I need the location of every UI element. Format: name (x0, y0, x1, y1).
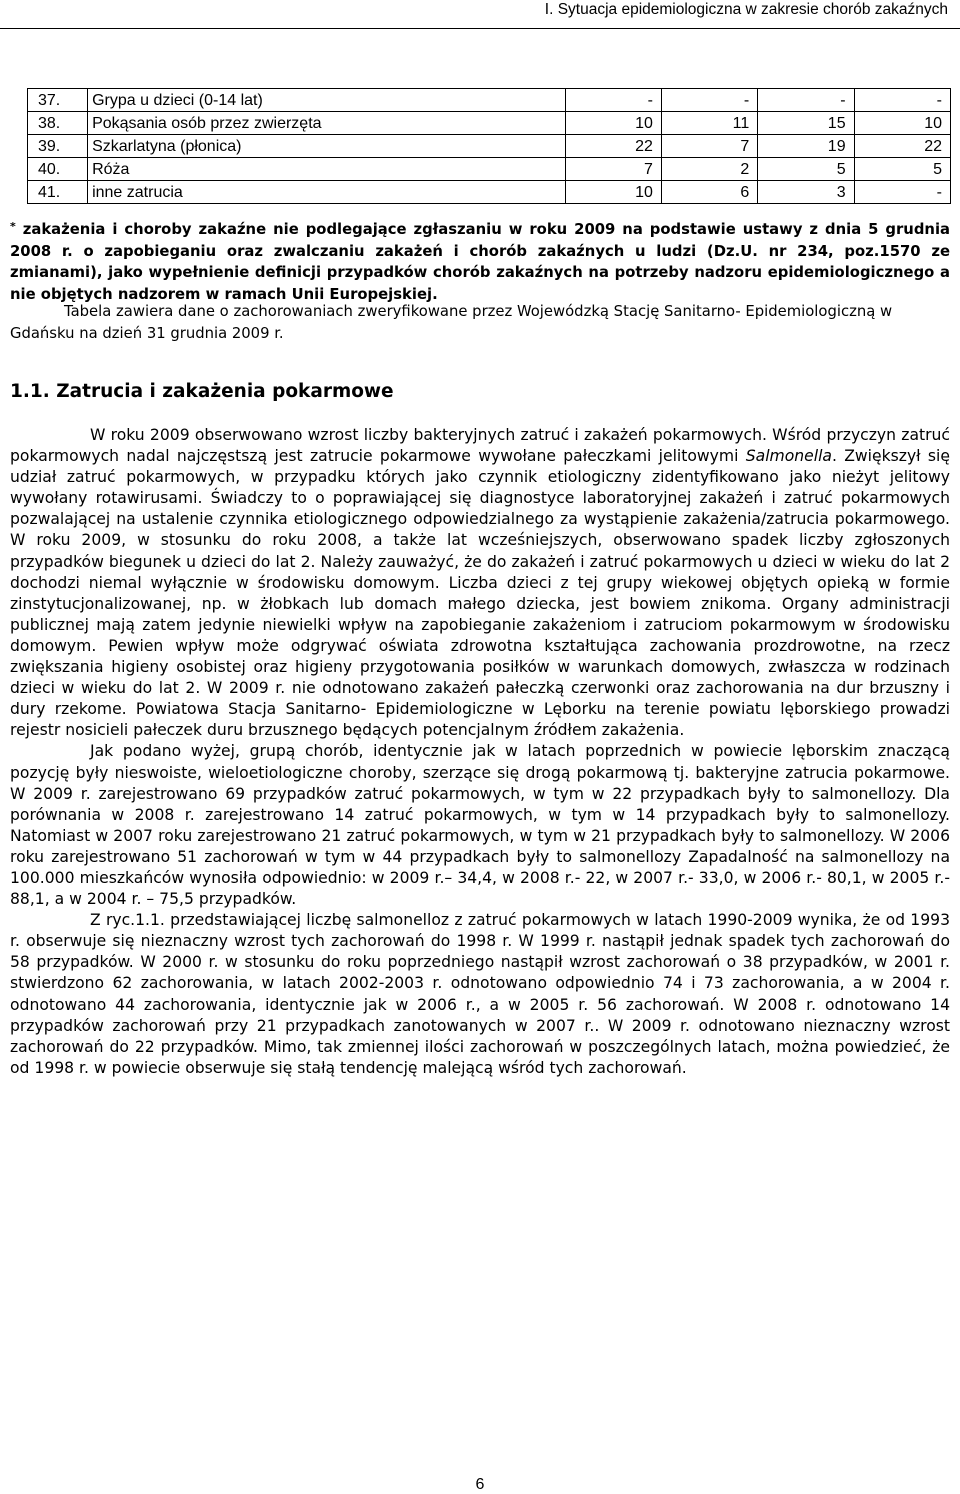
running-header (0, 0, 948, 31)
table-footnote (10, 216, 950, 305)
section-heading: 1.1. Zatrucia i zakażenia pokarmowe (10, 381, 394, 402)
paragraph-3: Z ryc.1.1. przedstawiającej liczbę salmonelloz z zatruć pokarmowych w latach 1990-2009 wynika, że od 1993 r. obserwuje się nieznaczny wzrost tych zachorowań do 1998 r. W 1999 r. nastąpił jednak spadek tych zachorowań do 58 przypadków. W 2000 r. w stosunku do roku poprzedniego nastąpił wzrost zachorowań o 38 przypadków, w 2001 r. stwierdzono 62 zachorowania, w latach 2002-2003 r. odnotowano odpowiednio 74 i 73 zachorowania, a w 2004 r. odnotowano 44 zachorowania, identycznie jak w 2006 r., a w 2005 r. 56 zachorowań. W 2008 r. odnotowano 14 przypadków zachorowań przy 21 przypadkach zanotowanych w 2007 r.. W 2009 r. odnotowano nieznaczny wzrost zachorowań do 22 przypadków. Mimo, tak zmiennej ilości zachorowań w poszczególnych latach, można powiedzieć, że od 1998 r. w powiecie obserwuje się stałą tendencję malejącą wśród tych zachorowań. (10, 911, 950, 1077)
row-disease-name: Pokąsania osób przez zwierzęta (88, 112, 565, 135)
table-row (28, 112, 951, 135)
row-value: - (854, 181, 950, 204)
page-number: 6 (475, 1476, 485, 1493)
row-value: - (661, 89, 757, 112)
row-value: 22 (565, 135, 661, 158)
row-number: 37. (28, 89, 88, 112)
table-source-note: Tabela zawiera dane o zachorowaniach zweryfikowane przez Wojewódzką Stację Sanitarno- Epidemiologiczną w Gdańsku na dzień 31 grudnia 2009 r. (10, 303, 893, 342)
row-value: - (565, 89, 661, 112)
paragraph-1-italic: Salmonella (745, 447, 832, 466)
row-number: 39. (28, 135, 88, 158)
row-value: 10 (565, 181, 661, 204)
row-value: - (854, 89, 950, 112)
row-number: 40. (28, 158, 88, 181)
header-title: I. Sytuacja epidemiologiczna w zakresie chorób zakaźnych (544, 1, 948, 18)
row-value: - (758, 89, 854, 112)
row-disease-name: Róża (88, 158, 565, 181)
paragraph-1 (10, 425, 950, 741)
row-disease-name: inne zatrucia (88, 181, 565, 204)
row-value: 22 (854, 135, 950, 158)
row-value: 10 (565, 112, 661, 135)
table-row (28, 89, 951, 112)
row-value: 3 (758, 181, 854, 204)
footnote-text: zakażenia i choroby zakaźne nie podlegające zgłaszaniu w roku 2009 na podstawie ustawy z dnia 5 grudnia 2008 r. o zapobieganiu oraz zwalczaniu zakażeń i chorób zakaźnych u ludzi (Dz.U. nr 234, poz.1570 ze zmianami), jako wypełnienie definicji przypadków chorób zakaźnych na potrzeby nadzoru epidemiologicznego a nie objętych nadzorem w ramach Unii Europejskiej. (10, 221, 951, 303)
row-disease-name: Szkarlatyna (płonica) (88, 135, 565, 158)
table-row (28, 135, 951, 158)
row-value: 7 (565, 158, 661, 181)
row-value: 6 (661, 181, 757, 204)
footnote-mark: * (10, 220, 16, 233)
row-value: 5 (854, 158, 950, 181)
row-value: 2 (661, 158, 757, 181)
section-body (10, 425, 950, 1079)
table-row (28, 181, 951, 204)
row-value: 11 (661, 112, 757, 135)
row-value: 10 (854, 112, 950, 135)
header-rule (0, 28, 960, 29)
table-row (28, 158, 951, 181)
paragraph-1-text: W roku 2009 obserwowano wzrost liczby bakteryjnych zatruć i zakażeń pokarmowych. Wśród przyczyn zatruć pokarmowych nadal najczęstszą jest zatrucie pokarmowe wywołane pałeczkami jelitowymi (10, 426, 950, 466)
row-value: 19 (758, 135, 854, 158)
disease-table (27, 88, 951, 204)
row-value: 15 (758, 112, 854, 135)
row-number: 38. (28, 112, 88, 135)
row-number: 41. (28, 181, 88, 204)
paragraph-1-text-cont: . Zwiększył się udział zatruć pokarmowych, w przypadku których jako czynnik etiologiczny zidentyfikowano jako nieżyt jelitowy wywołany rotawirusami. Świadczy to o poprawiającej się diagnostyce laboratoryjnej zakażeń i zatruć pokarmowych pozwalającej na ustalenie czynnika etiologicznego odpowiedzialnego za wystąpienie zakażenia/zatrucia pokarmowego. W roku 2009, w stosunku do roku 2008, a także lat wcześniejszych, obserwowano spadek liczby zgłoszonych przypadków biegunek u dzieci do lat 2. Należy zauważyć, że do zakażeń i zatruć pokarmowych u dzieci w wieku do lat 2 dochodzi niemal wyłącznie w środowisku domowym. Liczba dzieci z tej grupy wiekowej objętych opieką w formie zinstytucjonalizowanej, np. w żłobkach lub domach małego dziecka, jest bowiem znikoma. Organy administracji publicznej mają zatem jedynie niewielki wpływ na zapobieganie zakażeniom i zatruciom pokarmowym w środowisku domowym. Pewien wpływ może odgrywać oświata zdrowotna kształtująca zachowania prozdrowotne, na rzecz zwiększania higieny osobistej oraz higieny przygotowania posiłków w warunkach domowych, zwłaszcza w rodzinach dzieci w wieku do lat 2. W 2009 r. nie odnotowano zakażeń pałeczką czerwonki oraz zachorowania na dur brzuszny i dury rzekome. Powiatowa Stacja Sanitarno- Epidemiologiczne w Lęborku na terenie powiatu lęborskiego prowadzi rejestr nosicieli pałeczek duru brzusznego będących potencjalnym źródłem zakażenia. (10, 447, 950, 740)
row-value: 5 (758, 158, 854, 181)
row-disease-name: Grypa u dzieci (0-14 lat) (88, 89, 565, 112)
row-value: 7 (661, 135, 757, 158)
paragraph-2: Jak podano wyżej, grupą chorób, identycznie jak w latach poprzednich w powiecie lęborskim znaczącą pozycję były nieswoiste, wieloetiologiczne choroby, szerzące się drogą pokarmową tj. bakteryjne zatrucia pokarmowe. W 2009 r. zarejestrowano 69 przypadków zatruć pokarmowych, w tym w 22 przypadkach były to salmonellozy. Dla porównania w 2008 r. zarejestrowano 14 zatruć pokarmowych, w tym w 14 przypadkach były to salmonellozy. Natomiast w 2007 roku zarejestrowano 21 zatruć pokarmowych, w tym w 21 przypadkach były to salmonellozy. W 2006 roku zarejestrowano 51 zachorowań w tym w 44 przypadkach były to salmonellozy Zapadalność na salmonellozy na 100.000 mieszkańców wynosiła odpowiednio: w 2009 r.– 34,4, w 2008 r.- 22, w 2007 r.- 33,0, w 2006 r.- 80,1, w 2005 r.- 88,1, a w 2004 r. – 75,5 przypadków. (10, 742, 950, 909)
